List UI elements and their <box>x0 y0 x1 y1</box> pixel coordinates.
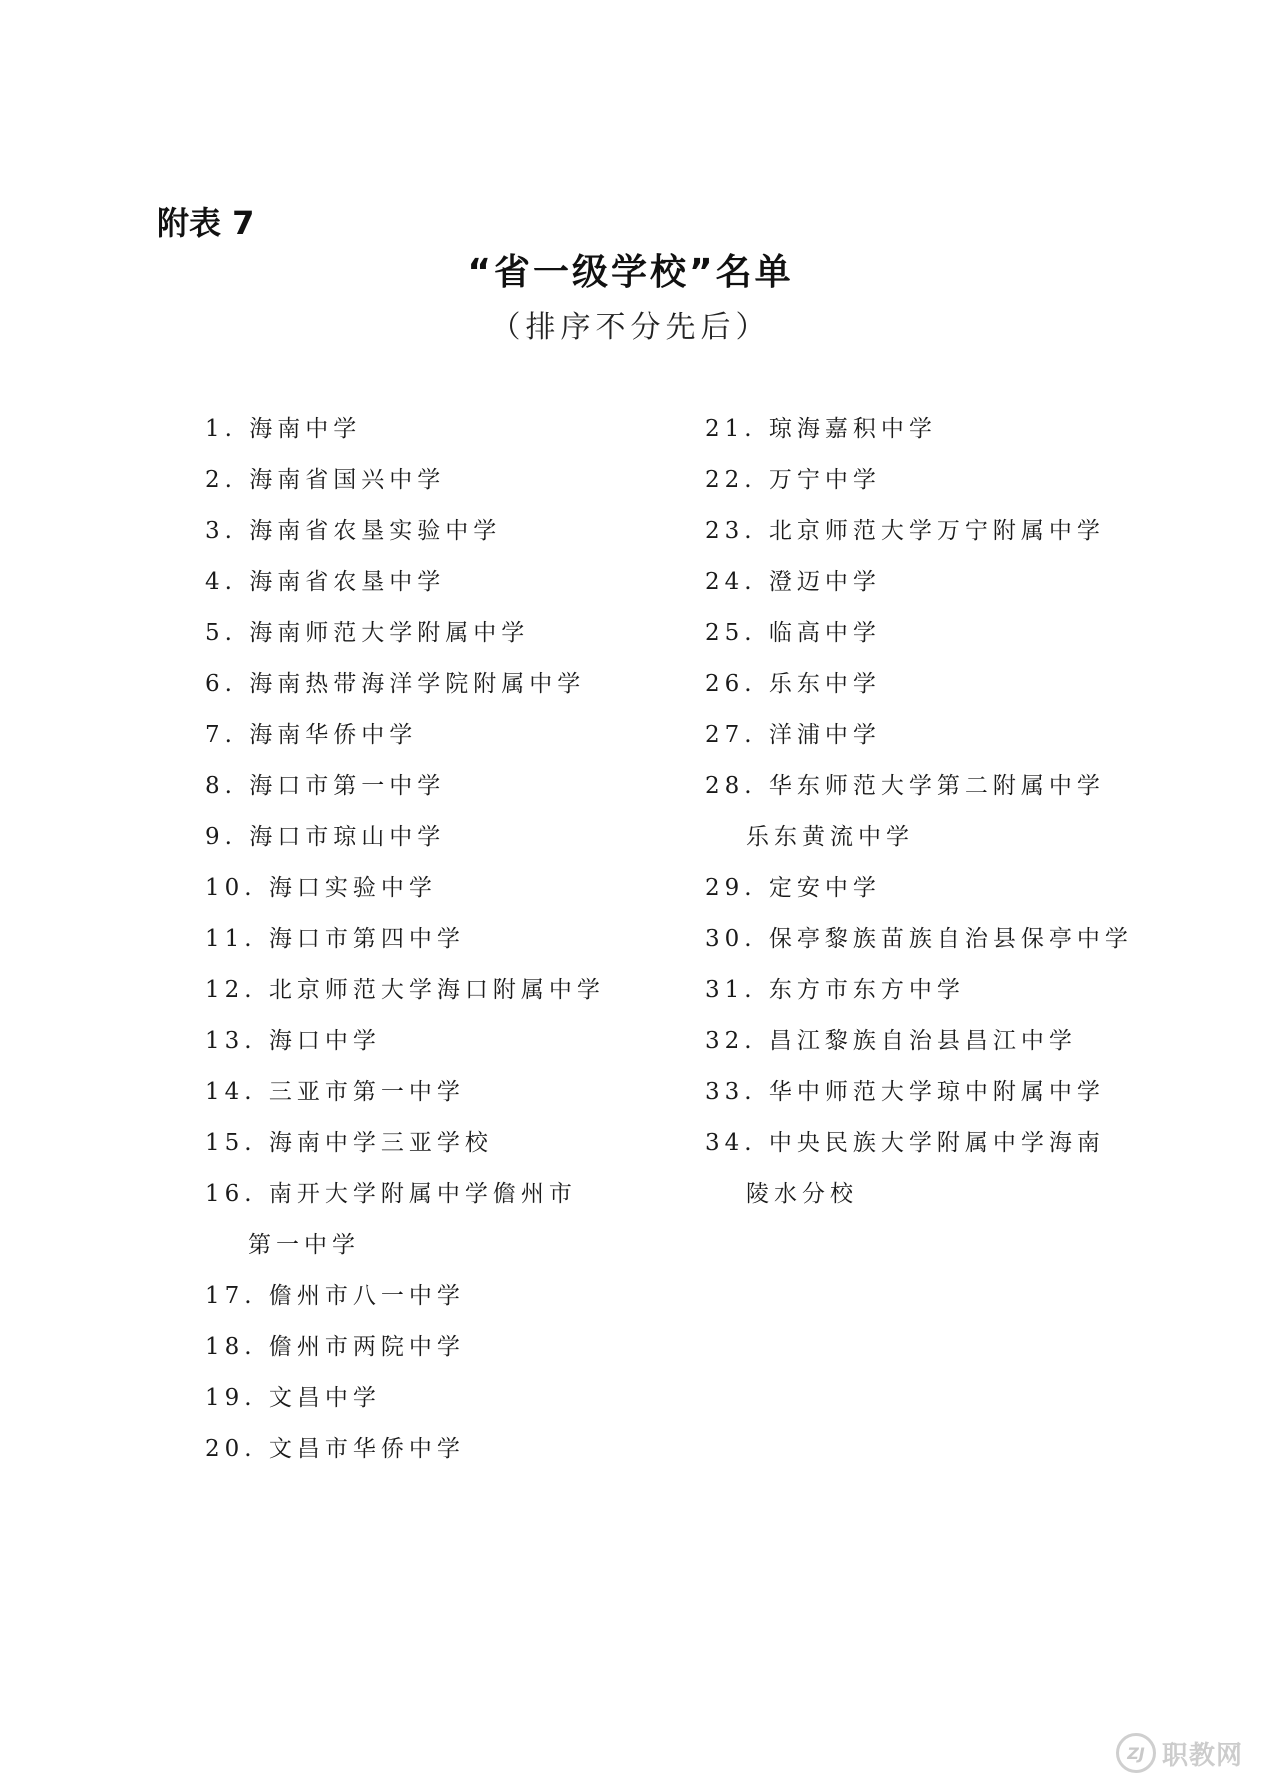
list-item-continuation: 第一中学 <box>248 1232 360 1258</box>
list-item: 9. 海口市琼山中学 <box>205 824 446 850</box>
list-item: 23. 北京师范大学万宁附属中学 <box>705 518 1105 544</box>
list-item: 16. 南开大学附属中学儋州市 <box>205 1181 577 1207</box>
list-item: 27. 洋浦中学 <box>705 722 881 748</box>
list-item: 13. 海口中学 <box>205 1028 381 1054</box>
school-list-right <box>705 404 1175 1220</box>
list-item-continuation: 乐东黄流中学 <box>746 824 914 850</box>
watermark-logo-icon: ZJ <box>1116 1733 1156 1773</box>
watermark-text: 职教网 <box>1161 1740 1243 1771</box>
list-item: 12. 北京师范大学海口附属中学 <box>205 977 605 1003</box>
list-item: 26. 乐东中学 <box>705 671 881 697</box>
list-item: 28. 华东师范大学第二附属中学 <box>705 773 1105 799</box>
list-item: 2. 海南省国兴中学 <box>205 467 446 493</box>
list-item: 34. 中央民族大学附属中学海南 <box>705 1130 1105 1156</box>
list-item: 3. 海南省农垦实验中学 <box>205 518 502 544</box>
watermark <box>1116 1733 1243 1773</box>
list-item: 29. 定安中学 <box>705 875 881 901</box>
list-item: 33. 华中师范大学琼中附属中学 <box>705 1079 1105 1105</box>
list-item: 32. 昌江黎族自治县昌江中学 <box>705 1028 1077 1054</box>
list-item: 11. 海口市第四中学 <box>205 926 465 952</box>
list-item: 31. 东方市东方中学 <box>705 977 965 1003</box>
list-item: 5. 海南师范大学附属中学 <box>205 620 530 646</box>
list-item: 7. 海南华侨中学 <box>205 722 418 748</box>
list-item: 25. 临高中学 <box>705 620 881 646</box>
list-item: 8. 海口市第一中学 <box>205 773 446 799</box>
document-title: “省一级学校”名单 <box>467 252 794 293</box>
list-item: 21. 琼海嘉积中学 <box>705 416 937 442</box>
document-subtitle: （排序不分先后） <box>490 310 771 345</box>
appendix-label: 附表 7 <box>157 204 255 242</box>
list-item-continuation: 陵水分校 <box>746 1181 858 1207</box>
school-list-left <box>205 404 705 1475</box>
list-item: 14. 三亚市第一中学 <box>205 1079 465 1105</box>
list-item: 18. 儋州市两院中学 <box>205 1334 465 1360</box>
list-item: 30. 保亭黎族苗族自治县保亭中学 <box>705 926 1133 952</box>
list-item: 6. 海南热带海洋学院附属中学 <box>205 671 586 697</box>
list-item: 17. 儋州市八一中学 <box>205 1283 465 1309</box>
list-item: 1. 海南中学 <box>205 416 362 442</box>
list-item: 10. 海口实验中学 <box>205 875 437 901</box>
list-item: 19. 文昌中学 <box>205 1385 381 1411</box>
list-item: 22. 万宁中学 <box>705 467 881 493</box>
list-item: 20. 文昌市华侨中学 <box>205 1436 465 1462</box>
list-item: 15. 海南中学三亚学校 <box>205 1130 493 1156</box>
list-item: 4. 海南省农垦中学 <box>205 569 446 595</box>
list-item: 24. 澄迈中学 <box>705 569 881 595</box>
